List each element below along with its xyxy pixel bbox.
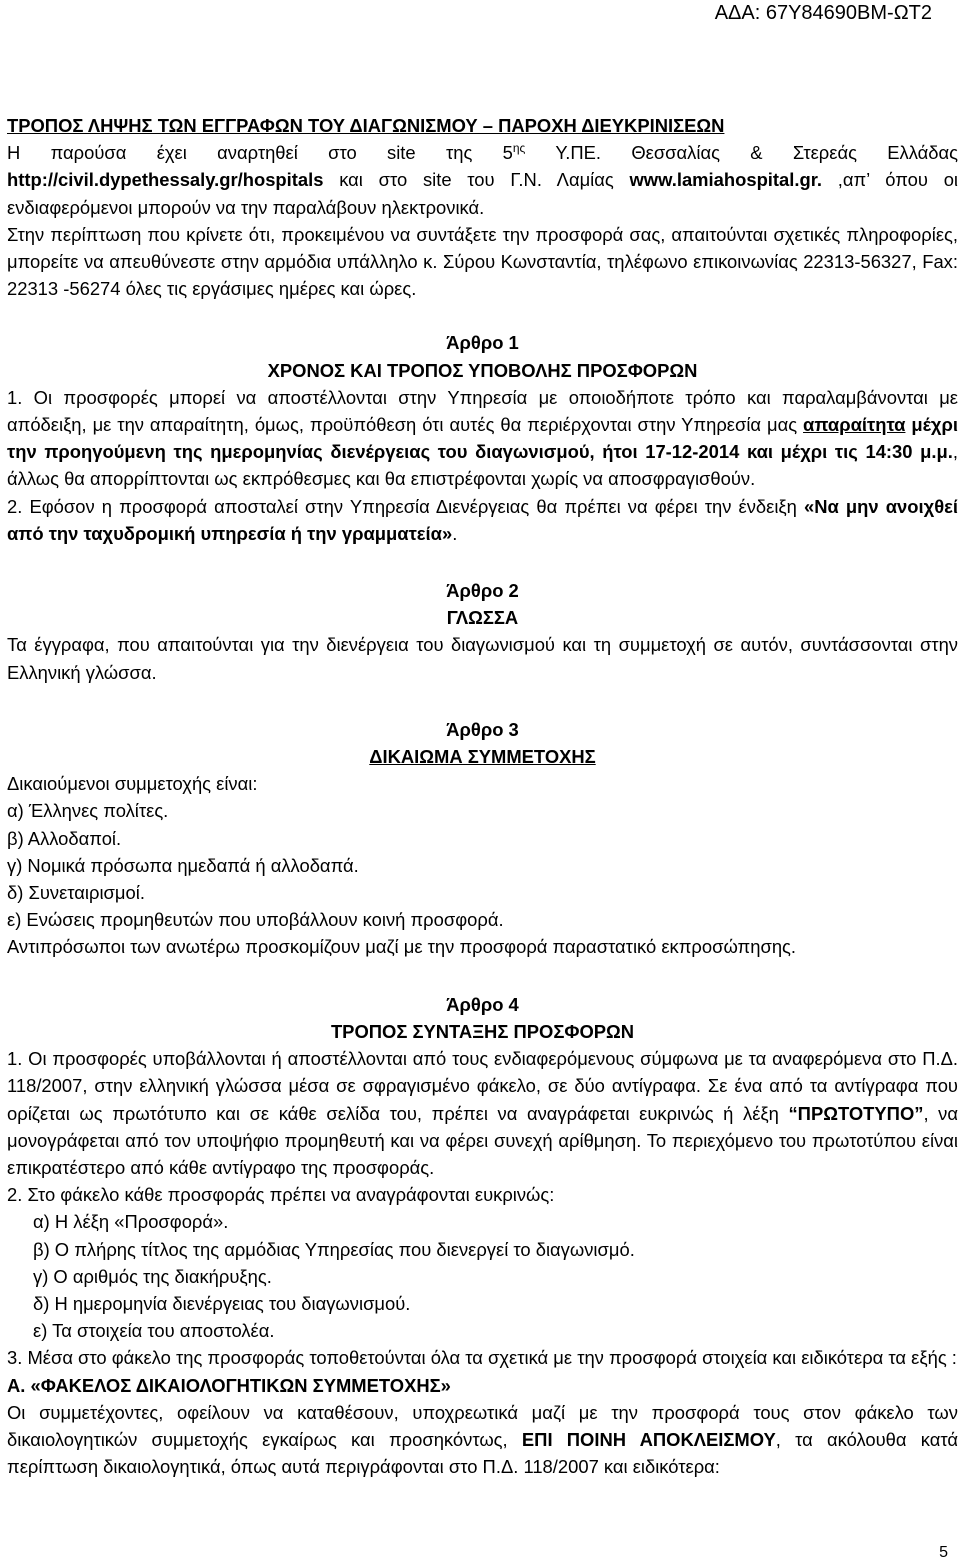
ada-code: ΑΔΑ: 67Υ84690ΒΜ-ΩΤ2 xyxy=(714,2,932,24)
list-item: γ) Ο αριθμός της διακήρυξης. xyxy=(33,1265,272,1287)
text: 1. Οι προσφορές υποβάλλονται ή αποστέλλονται από τους ενδιαφερόμενους σύμφωνα με τα αναφερόμενα στο Π.Δ. 118/2007, στην ελληνική γλώσσα μέσα σε σφραγισμένο φάκελο, σε δύο αντίγραφα. Σε ένα από τα αντίγραφα που ορίζεται ως πρωτότυπο και σε κάθε σελίδα του, πρέπει να αναγράφεται ευκρινώς ή λέξη xyxy=(7,1048,958,1124)
text: , να μονογράφεται από τον υποψήφιο προμηθευτή και να φέρει συνεχή αρίθμηση. Το περιεχόμενο του πρωτοτύπου είναι επικρατέστερο από κάθε αντίγραφο της προσφοράς. xyxy=(7,1102,958,1178)
superscript: ης xyxy=(512,141,526,156)
link-dypethessaly[interactable]: http://civil.dypethessaly.gr/hospitals xyxy=(7,169,324,191)
text-bold: μέχρι την προηγούμενη της ημερομηνίας διενέργειας του διαγωνισμού, ήτοι 17-12-2014 και μέχρι τις 14:30 μ.μ. xyxy=(7,414,959,463)
article-3-outro: Αντιπρόσωποι των ανωτέρω προσκομίζουν μαζί με την προσφορά παραστατικό εκπροσώπησης. xyxy=(7,936,797,958)
article-2-title: ΓΛΩΣΣΑ xyxy=(446,607,519,629)
text-bold: ΕΠΙ ΠΟΙΝΗ ΑΠΟΚΛΕΙΣΜΟΥ xyxy=(521,1428,776,1450)
text: 1. Οι προσφορές μπορεί να αποστέλλονται στην Υπηρεσία με οποιοδήποτε τρόπο και παραλαμβάνονται με απόδειξη, με την απαραίτητη, όμως, προϋπόθεση ότι αυτές θα περιέρχονται στην Υπηρεσία μας xyxy=(7,386,958,436)
link-lamiahospital[interactable]: www.lamiahospital.gr. xyxy=(629,169,822,191)
text-bold: «Να μην ανοιχθεί από την ταχυδρομική υπηρεσία ή την γραμματεία» xyxy=(7,495,958,544)
list-item: α) Η λέξη «Προσφορά». xyxy=(33,1211,229,1233)
article-1-paragraph-2 xyxy=(7,493,958,547)
list-item: ε) Τα στοιχεία του αποστολέα. xyxy=(33,1320,275,1342)
article-4-paragraph-2: 2. Στο φάκελο κάθε προσφοράς πρέπει να αναγράφονται ευκρινώς: xyxy=(7,1184,555,1206)
text: . xyxy=(452,522,458,544)
list-item: α) Έλληνες πολίτες. xyxy=(7,800,169,822)
section-title-obtaining-documents: ΤΡΟΠΟΣ ΛΗΨΗΣ ΤΩΝ ΕΓΓΡΑΦΩΝ ΤΟΥ ΔΙΑΓΩΝΙΣΜΟΥ – ΠΑΡΟΧΗ ΔΙΕΥΚΡΙΝΙΣΕΩΝ xyxy=(7,115,725,136)
text: Οι συμμετέχοντες, οφείλουν να καταθέσουν, υποχρεωτικά μαζί με την προσφορά τους στον φάκελο των δικαιολογητικών συμμετοχής εγκαίρως και προσηκόντως, xyxy=(7,1401,958,1450)
article-4-number: Άρθρο 4 xyxy=(446,993,519,1015)
text: 2. Εφόσον η προσφορά αποσταλεί στην Υπηρεσία Διενέργειας θα πρέπει να φέρει την ένδειξη xyxy=(7,495,804,517)
article-1-paragraph-1 xyxy=(7,384,958,493)
article-4-paragraph-4 xyxy=(7,1399,958,1481)
article-3-number: Άρθρο 3 xyxy=(446,718,519,740)
article-2-number: Άρθρο 2 xyxy=(446,580,519,602)
article-4-subheading-a: Α. «ΦΑΚΕΛΟΣ ΔΙΚΑΙΟΛΟΓΗΤΙΚΩΝ ΣΥΜΜΕΤΟΧΗΣ» xyxy=(7,1374,451,1396)
article-4-paragraph-3: 3. Μέσα στο φάκελο της προσφοράς τοποθετούνται όλα τα σχετικά με την προσφορά στοιχεία και ειδικότερα τα εξής : xyxy=(7,1347,957,1369)
article-3-intro: Δικαιούμενοι συμμετοχής είναι: xyxy=(7,773,258,795)
spacer xyxy=(7,961,958,991)
text: , τα ακόλουθα κατά περίπτωση δικαιολογητικά, όπως αυτά περιγράφονται στο Π.Δ. 118/2007 και ειδικότερα: xyxy=(7,1428,958,1478)
document-body xyxy=(7,112,958,1480)
article-2-paragraph: Τα έγγραφα, που απαιτούνται για την διενέργεια του διαγωνισμού και τη συμμετοχή σε αυτόν, συντάσσονται στην Ελληνική γλώσσα. xyxy=(7,634,958,683)
article-1-title: ΧΡΟΝΟΣ ΚΑΙ ΤΡΟΠΟΣ ΥΠΟΒΟΛΗΣ ΠΡΟΣΦΟΡΩΝ xyxy=(267,359,698,381)
article-4-title: ΤΡΟΠΟΣ ΣΥΝΤΑΞΗΣ ΠΡΟΣΦΟΡΩΝ xyxy=(330,1020,635,1042)
article-4-paragraph-1 xyxy=(7,1045,958,1181)
text-bold: “ΠΡΩΤΟΤΥΠΟ” xyxy=(788,1102,924,1124)
paragraph-contact: Στην περίπτωση που κρίνετε ότι, προκειμένου να συντάξετε την προσφορά σας, απαιτούνται σχετικές πληροφορίες, μπορείτε να απευθύνεστε στην αρμόδια υπάλληλο κ. Σύρου Κωνσταντία, τηλέφωνο επικοινωνίας 22313-56327, Fax: 22313 -56274 όλες τις εργάσιμες ημέρες και ώρες. xyxy=(7,223,958,300)
spacer xyxy=(7,302,958,329)
list-item: γ) Νομικά πρόσωπα ημεδαπά ή αλλοδαπά. xyxy=(7,854,359,876)
list-item: β) Αλλοδαποί. xyxy=(7,827,122,849)
list-item: β) Ο πλήρης τίτλος της αρμόδιας Υπηρεσίας που διενεργεί το διαγωνισμό. xyxy=(33,1238,635,1260)
text: Υ.ΠΕ. Θεσσαλίας & Στερεάς Ελλάδας xyxy=(525,142,958,164)
article-3-title: ΔΙΚΑΙΩΜΑ ΣΥΜΜΕΤΟΧΗΣ xyxy=(369,746,596,768)
list-item: ε) Ενώσεις προμηθευτών που υποβάλλουν κοινή προσφορά. xyxy=(7,909,504,931)
page-number: 5 xyxy=(939,1544,948,1561)
text: ,απ’ όπου οι ενδιαφερόμενοι μπορούν να την παραλάβουν ηλεκτρονικά. xyxy=(7,169,959,218)
list-item: δ) Η ημερομηνία διενέργειας του διαγωνισμού. xyxy=(33,1292,411,1314)
text: , άλλως θα απορρίπτονται ως εκπρόθεσμες και θα επιστρέφονται χωρίς να αποσφραγισθούν. xyxy=(7,441,958,490)
text: Η παρούσα έχει αναρτηθεί στο site της 5 xyxy=(7,142,513,164)
text-underlined: απαραίτητα xyxy=(803,414,906,436)
spacer xyxy=(7,547,958,577)
list-item: δ) Συνεταιρισμοί. xyxy=(7,882,145,904)
text: και στο site του Γ.Ν. Λαμίας xyxy=(323,169,630,191)
article-1-number: Άρθρο 1 xyxy=(446,332,519,354)
paragraph-posting xyxy=(7,139,958,221)
spacer xyxy=(7,686,958,716)
